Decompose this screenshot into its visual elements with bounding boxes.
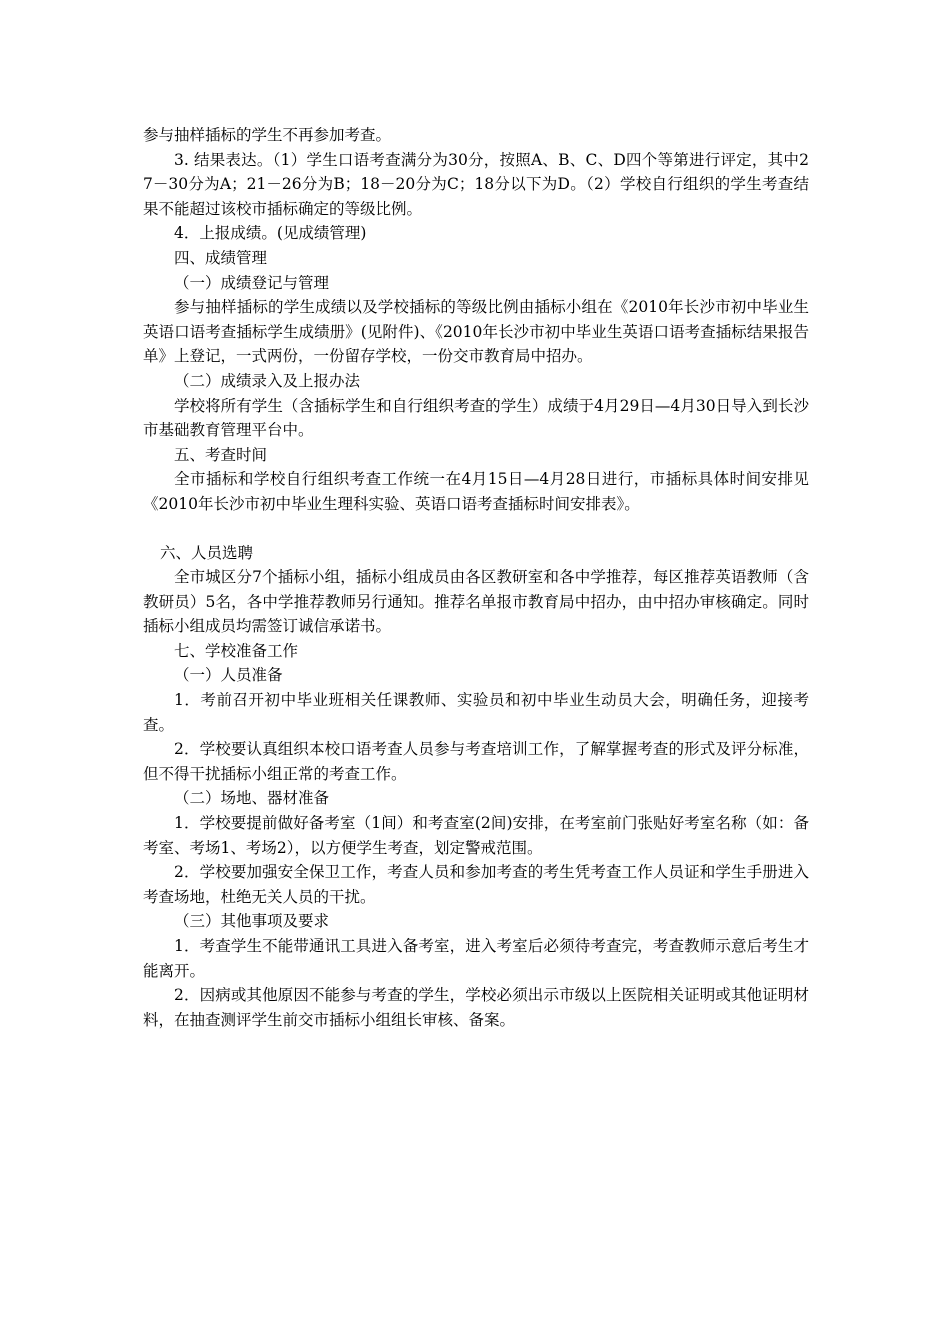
paragraph-venue-prep-1: 1．学校要提前做好备考室（1间）和考查室(2间)安排，在考室前门张贴好考室名称（如：备考室、考场1、考场2），以方便学生考查，划定警戒范围。 xyxy=(143,814,809,857)
heading-school-preparation: 七、学校准备工作 xyxy=(174,641,299,660)
heading-exam-time: 五、考查时间 xyxy=(174,445,268,464)
paragraph-score-registration: 参与抽样插标的学生成绩以及学校插标的等级比例由插标小组在《2010年长沙市初中毕业生英语口语考查插标学生成绩册》(见附件)、《2010年长沙市初中毕业生英语口语考查插标结果报告单》上登记，一式两份，一份留存学校，一份交市教育局中招办。 xyxy=(143,298,809,366)
paragraph-report-scores: 4．上报成绩。(见成绩管理) xyxy=(174,224,367,243)
paragraph-other-req-2: 2．因病或其他原因不能参与考查的学生，学校必须出示市级以上医院相关证明或其他证明材料，在抽查测评学生前交市插标小组组长审核、备案。 xyxy=(143,986,809,1029)
subheading-other-requirements: （三）其他事项及要求 xyxy=(174,912,330,931)
paragraph-venue-prep-2: 2．学校要加强安全保卫工作，考查人员和参加考查的考生凭考查工作人员证和学生手册进入考查场地，杜绝无关人员的干扰。 xyxy=(143,863,809,906)
subheading-score-registration: （一）成绩登记与管理 xyxy=(174,273,330,292)
paragraph-continuation: 参与抽样插标的学生不再参加考查。 xyxy=(143,126,392,144)
paragraph-other-req-1: 1．考查学生不能带通讯工具进入备考室，进入考室后必须待考查完，考查教师示意后考生才能离开。 xyxy=(143,937,809,980)
subheading-venue-preparation: （二）场地、器材准备 xyxy=(174,789,330,808)
paragraph-staff-prep-2: 2．学校要认真组织本校口语考查人员参与考查培训工作，了解掌握考查的形式及评分标准，但不得干扰插标小组正常的考查工作。 xyxy=(143,740,809,783)
paragraph-score-entry: 学校将所有学生（含插标学生和自行组织考查的学生）成绩于4月29日—4月30日导入到长沙市基础教育管理平台中。 xyxy=(143,396,809,440)
subheading-staff-preparation: （一）人员准备 xyxy=(174,666,283,685)
subheading-score-entry: （二）成绩录入及上报办法 xyxy=(174,371,361,390)
paragraph-result-expression: 3. 结果表达。（1）学生口语考查满分为30分，按照A、B、C、D四个等第进行评定，其中27－30分为A；21－26分为B；18－20分为C；18分以下为D。（2）学校自行组织的学生考查结果不能超过该校市插标确定的等级比例。 xyxy=(143,150,809,218)
paragraph-exam-time: 全市插标和学校自行组织考查工作统一在4月15日—4月28日进行，市插标具体时间安排见《2010年长沙市初中毕业生理科实验、英语口语考查插标时间安排表》。 xyxy=(143,470,809,513)
paragraph-staff-prep-1: 1．考前召开初中毕业班相关任课教师、实验员和初中毕业生动员大会，明确任务，迎接考查。 xyxy=(143,691,809,734)
document-body xyxy=(143,123,809,1032)
heading-staff-selection: 六、人员选聘 xyxy=(160,543,254,562)
paragraph-staff-selection: 全市城区分7个插标小组，插标小组成员由各区教研室和各中学推荐，每区推荐英语教师（含教研员）5名，各中学推荐教师另行通知。推荐名单报市教育局中招办，由中招办审核确定。同时插标小组成员均需签订诚信承诺书。 xyxy=(143,568,809,636)
heading-score-management: 四、成绩管理 xyxy=(174,248,268,267)
